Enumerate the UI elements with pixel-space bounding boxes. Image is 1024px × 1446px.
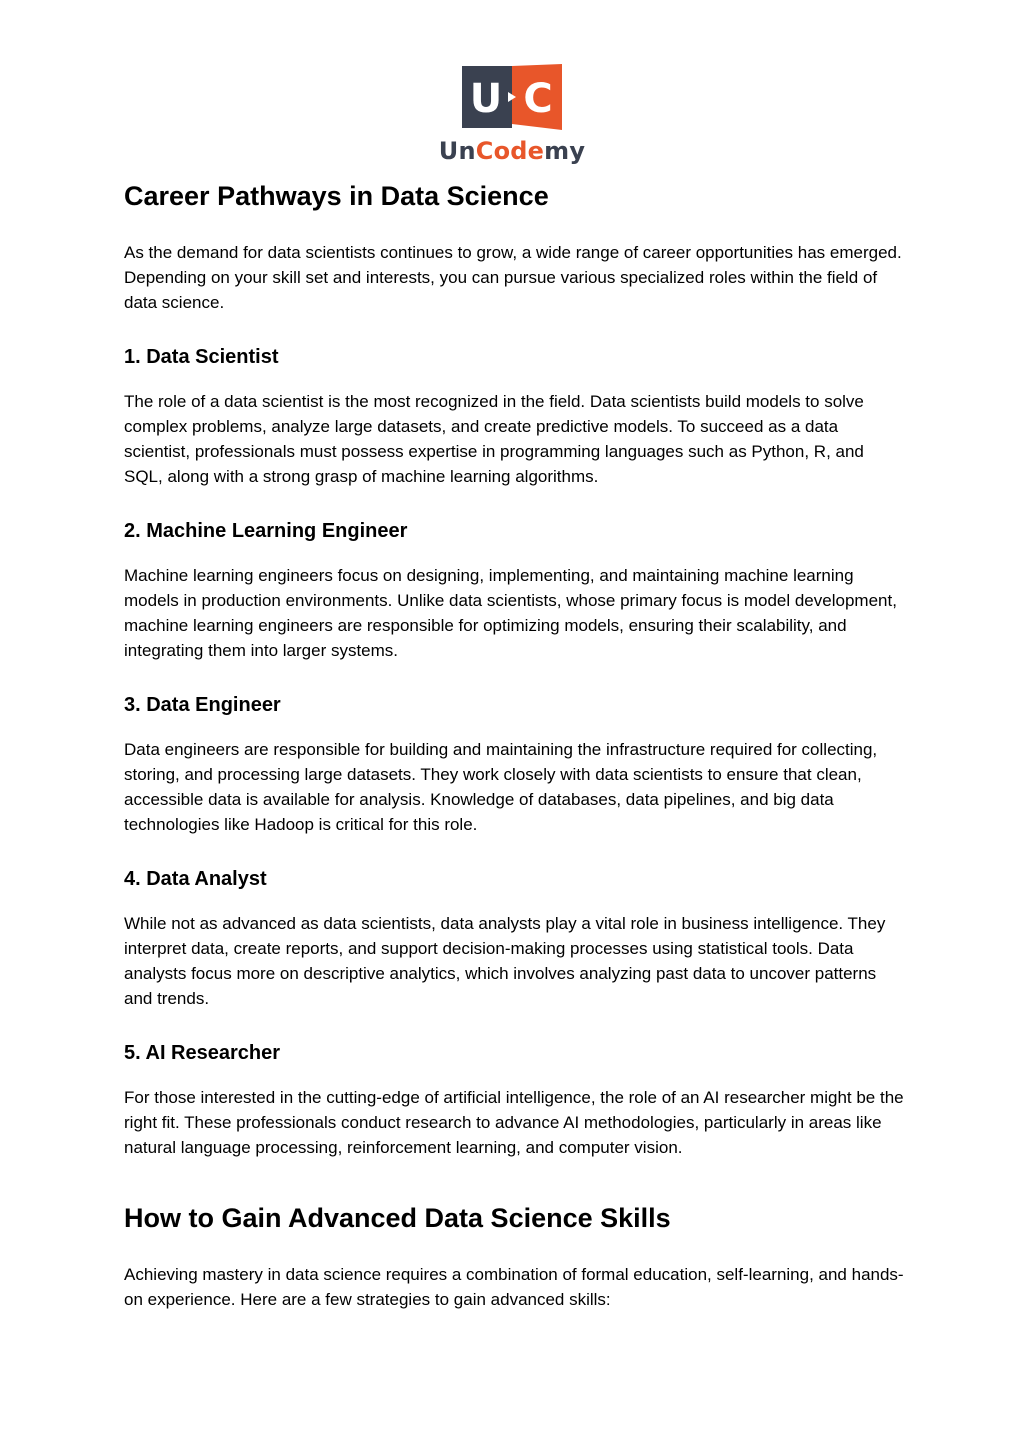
role-title-ml-engineer: 2. Machine Learning Engineer xyxy=(124,520,408,542)
role-body-data-engineer: Data engineers are responsible for building and maintaining the infrastructure required for collecting, storing, and processing large datasets. They work closely with data scientists to ensure that clean, accessible data is available for analysis. Knowledge of databases, data pipelines, and big data technologies like Hadoop is critical for this role. xyxy=(124,740,878,834)
uncodemy-logo xyxy=(430,64,594,168)
role-body-ml-engineer: Machine learning engineers focus on designing, implementing, and maintaining machine learning models in production environments. Unlike data scientists, whose primary focus is model development, machine learning engineers are responsible for optimizing models, ensuring their scalability, and integrating them into larger systems. xyxy=(124,566,897,660)
role-title-ai-researcher: 5. AI Researcher xyxy=(124,1042,281,1064)
career-pathways-intro: As the demand for data scientists continues to grow, a wide range of career opportunities has emerged. Depending on your skill set and interests, you can pursue various specialized roles within the field of data science. xyxy=(124,243,902,312)
role-body-ai-researcher: For those interested in the cutting-edge of artificial intelligence, the role of an AI researcher might be the right fit. These professionals conduct research to advance AI methodologies, particularly in areas like natural language processing, reinforcement learning, and computer vision. xyxy=(124,1088,904,1157)
logo-mark-left-letter: U xyxy=(469,76,503,122)
logo-wordmark xyxy=(430,136,594,166)
role-body-data-analyst: While not as advanced as data scientists, data analysts play a vital role in business intelligence. They interpret data, create reports, and support decision-making processes using statistical tools. Data analysts focus more on descriptive analytics, which involves analyzing past data to uncover patterns and trends. xyxy=(124,914,886,1008)
role-title-data-engineer: 3. Data Engineer xyxy=(124,694,281,716)
section-heading-career-pathways: Career Pathways in Data Science xyxy=(124,181,549,211)
document-body xyxy=(124,176,904,1312)
advanced-skills-intro: Achieving mastery in data science requires a combination of formal education, self-learning, and hands-on experience. Here are a few strategies to gain advanced skills: xyxy=(124,1265,904,1309)
logo-word-code: Code xyxy=(475,137,545,165)
logo-mark-right-letter: C xyxy=(523,76,553,122)
role-title-data-analyst: 4. Data Analyst xyxy=(124,868,267,890)
uc-logo-mark-icon xyxy=(462,64,562,130)
role-title-data-scientist: 1. Data Scientist xyxy=(124,346,279,368)
role-body-data-scientist: The role of a data scientist is the most recognized in the field. Data scientists build models to solve complex problems, analyze large datasets, and create predictive models. To succeed as a data scientist, professionals must possess expertise in programming languages such as Python, R, and SQL, along with a strong grasp of machine learning algorithms. xyxy=(124,392,864,486)
logo-word-un: Un xyxy=(438,137,476,165)
logo-word-my: my xyxy=(544,137,586,165)
section-heading-advanced-skills: How to Gain Advanced Data Science Skills xyxy=(124,1203,671,1233)
